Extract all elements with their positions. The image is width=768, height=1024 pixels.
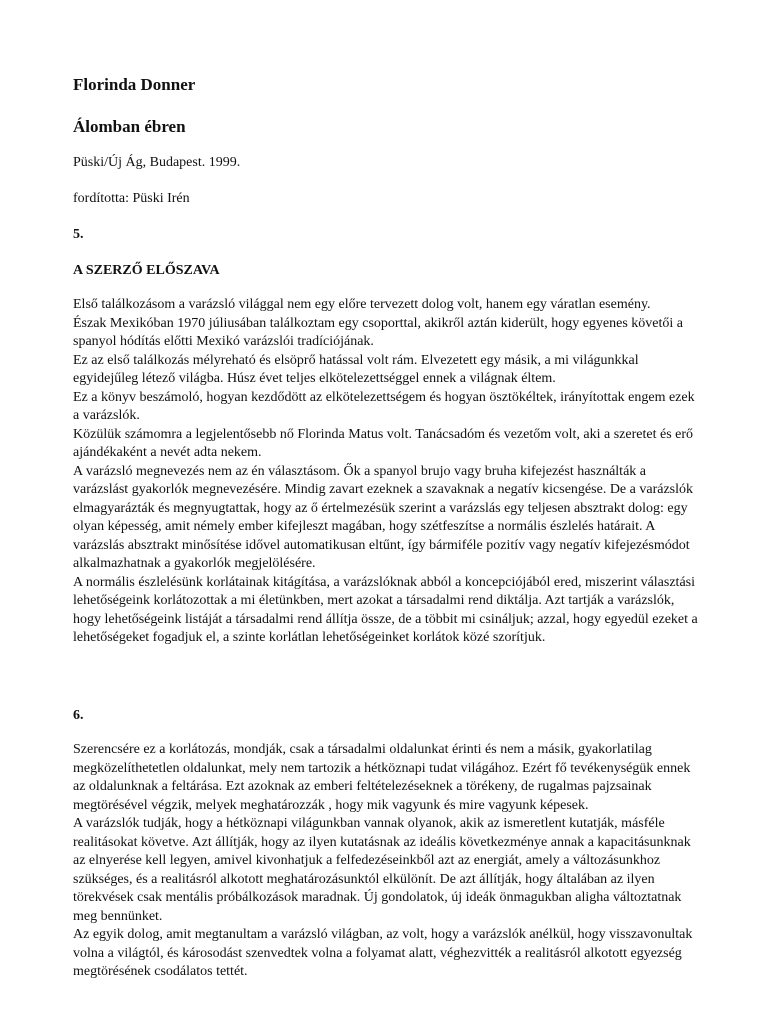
page-number-5: 5. — [73, 227, 84, 242]
publisher-info: Püski/Új Ág, Budapest. 1999. — [73, 155, 241, 170]
paragraph: A varázslók tudják, hogy a hétköznapi világunkban vannak olyanok, akik az ismeretlent kutatják, másféle realitásokat követve. Azt állítják, hogy az ilyen kutatásnak az ideális következménye annak a kapacitásunknak az elnyerése kell legyen, amivel kivonhatjuk a felfedezéseinkből azt az energiát, amely a változásunkhoz szükséges, és a realitásról alkotott meghatározásunktól elkülönít. De azt állítják, hogy általában az ilyen törekvések csak mentális próbálkozások maradnak. Új gondolatok, új ideák önmagukban aligha változtatnak meg bennünket. — [73, 816, 691, 924]
book-title: Álomban ébren — [73, 117, 186, 136]
author-name: Florinda Donner — [73, 75, 196, 94]
page-number-6: 6. — [73, 708, 84, 723]
paragraph: Szerencsére ez a korlátozás, mondják, csak a társadalmi oldalunkat érinti és nem a másik, gyakorlatilag megközelíthetetlen oldalunkat, mely nem tartozik a hétköznapi tudat világához. Ezért fő tevékenységük ennek az oldalunknak a feltárása. Ezt azoknak az emberi feltételezéseknek a törékeny, de rugalmas pajzsainak megtörésével végzik, melyek meghatározzák , hogy mik vagyunk és mire vagyunk képesek. — [73, 742, 691, 813]
paragraph: Közülük számomra a legjelentősebb nő Florinda Matus volt. Tanácsadóm és vezetőm volt, aki a szeretet és erő ajándékaként a nevét adta nekem. — [73, 426, 694, 460]
paragraph: A varázsló megnevezés nem az én választásom. Ők a spanyol brujo vagy bruha kifejezést használták a varázslást gyakorlók megnevezésére. Mindig zavart ezeknek a szavaknak a negatív kicsengése. De a varázslók elmagyarázták és megnyugtattak, hogy az ő értelmezésük szerint a varázslás egy teljesen absztrakt dolog: egy olyan képesség, amit némely ember kifejleszt magában, hogy szétfeszítse a normális észlelés határait. A varázslás absztrakt minősítése idővel automatikusan eltűnt, így bármiféle pozitív vagy negatív kifejezésmódot alkalmazhatnak a gyakorlók megjelölésére. — [73, 463, 693, 571]
preface-heading: A SZERZŐ ELŐSZAVA — [73, 263, 220, 278]
paragraph: Az egyik dolog, amit megtanultam a varázsló világban, az volt, hogy a varázslók anélkül, hogy visszavonultak volna a világtól, és károsodást szenvedtek volna a folyamat alatt, véghezvitték a realitásról alkotott egyezség megtörésének csodálatos tettét. — [73, 927, 693, 979]
section-2-body — [73, 741, 701, 982]
translator-info: fordította: Püski Irén — [73, 191, 190, 206]
paragraph: A normális észlelésünk korlátainak kitágítása, a varázslóknak abból a koncepciójából ered, miszerint választási lehetőségeink korlátozottak a mi életünkben, mert azokat a társadalmi rend diktálja. Azt tartják a varázslók, hogy lehetőségeink listáját a társadalmi rend állítja össze, de a többit mi csináljuk; azzal, hogy egyedül ezeket a lehetőségeket fogadjuk el, a szinte korlátlan lehetőségeinket korlátok közé szorítjuk. — [73, 574, 698, 645]
paragraph: Ez az első találkozás mélyreható és elsöprő hatással volt rám. Elvezetett egy másik, a mi világunkkal egyidejűleg létező világba. Húsz évet teljes elkötelezettséggel ennek a világnak éltem. — [73, 352, 639, 386]
section-1-body — [73, 296, 701, 648]
paragraph: Ez a könyv beszámoló, hogyan kezdődött az elkötelezettségem és hogyan ösztökéltek, irányítottak engem ezek a varázslók. — [73, 389, 695, 423]
paragraph: Észak Mexikóban 1970 júliusában találkoztam egy csoporttal, akikről aztán kiderült, hogy egyenes követői a spanyol hódítás előtti Mexikó varázslói tradíciójának. — [73, 315, 683, 349]
paragraph: Első találkozásom a varázsló világgal nem egy előre tervezett dolog volt, hanem egy váratlan esemény. — [73, 297, 651, 312]
